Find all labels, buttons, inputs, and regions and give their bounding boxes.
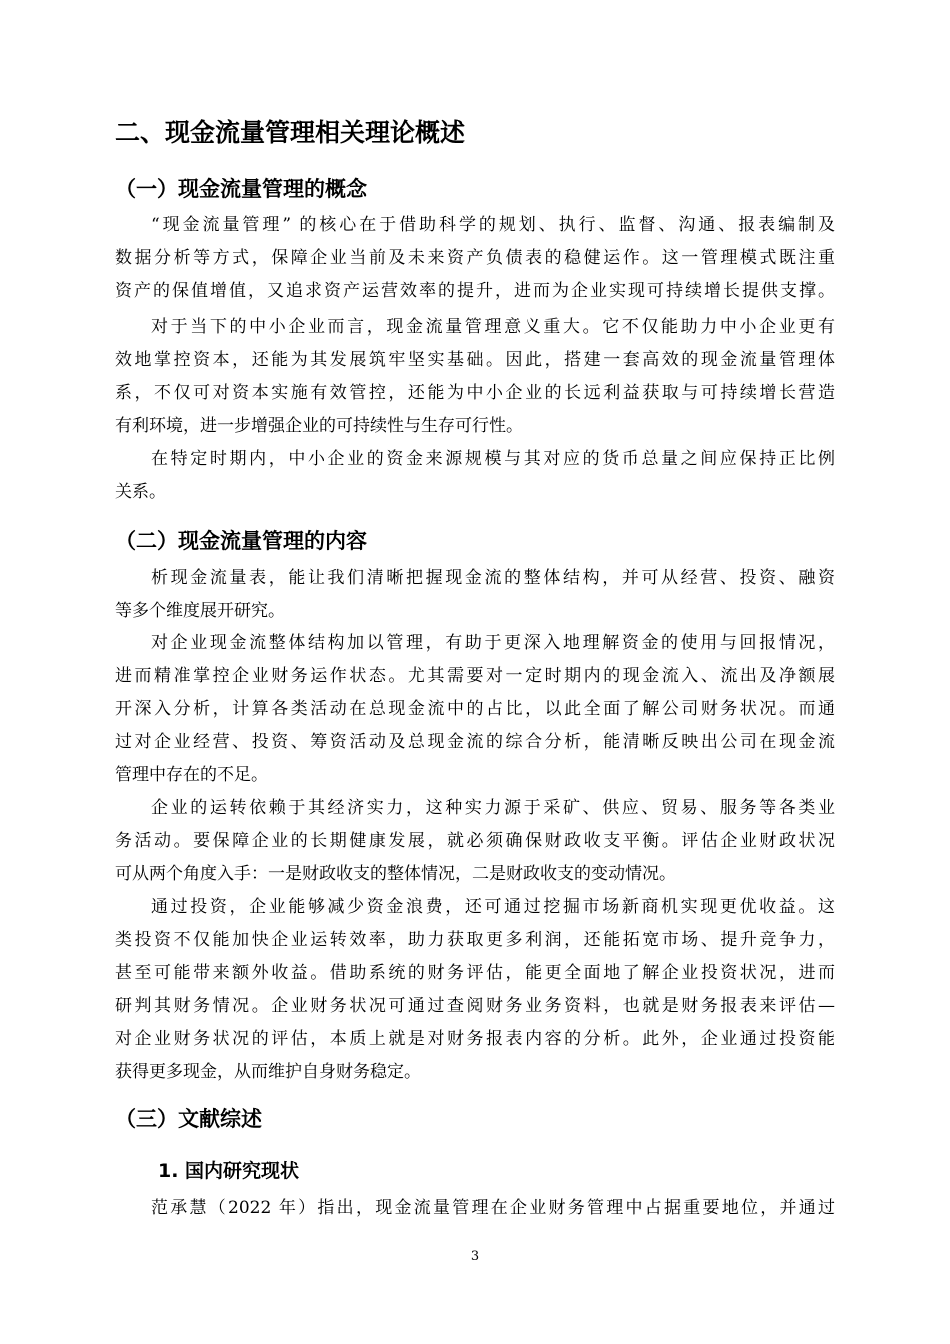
section-heading-literature-review: （三）文献综述 (115, 1107, 262, 1131)
paragraph-line: 企业的运转依赖于其经济实力，这种实力源于采矿、供应、贸易、服务等各类业 (151, 798, 835, 818)
paragraph-line: 对于当下的中小企业而言，现金流量管理意义重大。它不仅能助力中小企业更有 (151, 317, 835, 337)
paragraph-4 (115, 562, 835, 628)
paragraph-3 (115, 443, 835, 509)
paragraph-line: 研判其财务情况。企业财务状况可通过查阅财务业务资料，也就是财务报表来评估— (115, 996, 835, 1016)
paragraph-line: 效地掌控资本，还能为其发展筑牢坚实基础。因此，搭建一套高效的现金流量管理体 (115, 350, 835, 370)
paragraph-line: 务活动。要保障企业的长期健康发展，就必须确保财政收支平衡。评估企业财政状况 (115, 831, 835, 851)
paragraph-line: 数据分析等方式，保障企业当前及未来资产负债表的稳健运作。这一管理模式既注重 (115, 248, 835, 268)
paragraph-line: 开深入分析，计算各类活动在总现金流中的占比，以此全面了解公司财务状况。而通 (115, 699, 835, 719)
paragraph-8 (115, 1192, 835, 1225)
paragraph-line: 对企业现金流整体结构加以管理，有助于更深入地理解资金的使用与回报情况， (151, 633, 835, 653)
paragraph-line: 有利环境，进一步增强企业的可持续性与生存可行性。 (115, 416, 523, 436)
section-heading-content: （二）现金流量管理的内容 (115, 529, 367, 553)
paragraph-line: 在特定时期内，中小企业的资金来源规模与其对应的货币总量之间应保持正比例 (151, 449, 835, 469)
paragraph-6 (115, 792, 835, 891)
paragraph-5 (115, 627, 835, 792)
paragraph-line: 进而精准掌控企业财务运作状态。尤其需要对一定时期内的现金流入、流出及净额展 (115, 666, 835, 686)
paragraph-7 (115, 891, 835, 1089)
paragraph-1 (115, 209, 835, 308)
paragraph-line: 析现金流量表，能让我们清晰把握现金流的整体结构，并可从经营、投资、融资 (151, 568, 835, 588)
page-number: 3 (470, 1249, 480, 1264)
paragraph-line: 范承慧（2022 年）指出，现金流量管理在企业财务管理中占据重要地位，并通过 (151, 1198, 835, 1218)
paragraph-line: 管理中存在的不足。 (115, 765, 268, 785)
paragraph-line: “现金流量管理” 的核心在于借助科学的规划、执行、监督、沟通、报表编制及 (151, 215, 835, 235)
paragraph-line: 资产的保值增值，又追求资产运营效率的提升，进而为企业实现可持续增长提供支撑。 (115, 281, 835, 301)
section-heading-concept: （一）现金流量管理的概念 (115, 177, 367, 201)
paragraph-line: 过对企业经营、投资、筹资活动及总现金流的综合分析，能清晰反映出公司在现金流 (115, 732, 835, 752)
subsection-heading-domestic-research: 1. 国内研究现状 (158, 1160, 300, 1182)
paragraph-line: 通过投资，企业能够减少资金浪费，还可通过挖掘市场新商机实现更优收益。这 (151, 897, 835, 917)
paragraph-line: 获得更多现金，从而维护自身财务稳定。 (115, 1062, 421, 1082)
paragraph-line: 等多个维度展开研究。 (115, 601, 285, 621)
paragraph-line: 可从两个角度入手：一是财政收支的整体情况，二是财政收支的变动情况。 (115, 864, 676, 884)
paragraph-line: 对企业财务状况的评估，本质上就是对财务报表内容的分析。此外，企业通过投资能 (115, 1029, 835, 1049)
paragraph-line: 系，不仅可对资本实施有效管控，还能为中小企业的长远利益获取与可持续增长营造 (115, 383, 835, 403)
chapter-heading: 二、现金流量管理相关理论概述 (115, 118, 466, 147)
paragraph-line: 甚至可能带来额外收益。借助系统的财务评估，能更全面地了解企业投资状况，进而 (115, 963, 835, 983)
paragraph-line: 关系。 (115, 482, 166, 502)
paragraph-2 (115, 311, 835, 443)
paragraph-line: 类投资不仅能加快企业运转效率，助力获取更多利润，还能拓宽市场、提升竞争力， (115, 930, 835, 950)
